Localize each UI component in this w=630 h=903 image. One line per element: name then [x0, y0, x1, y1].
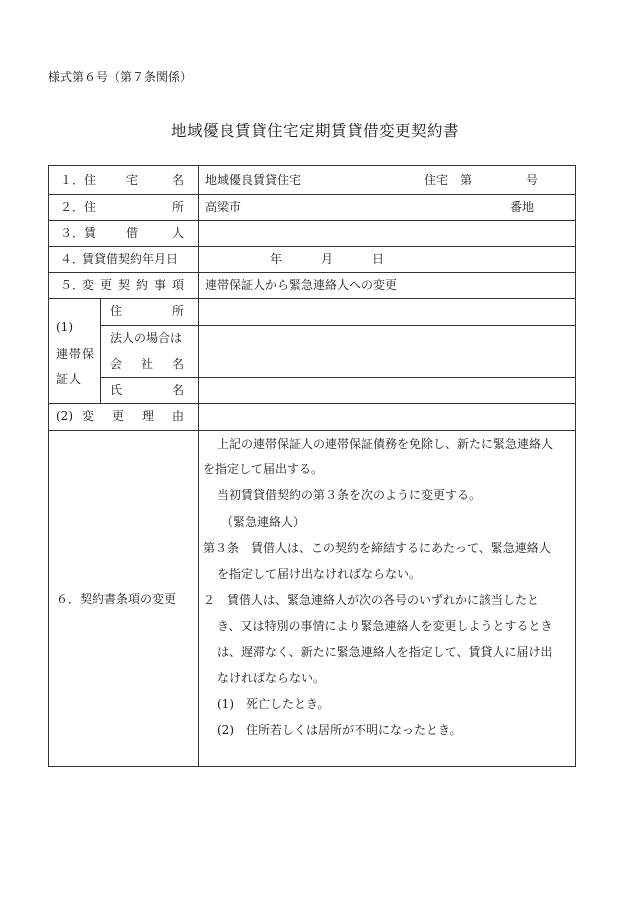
column-divider: [100, 298, 101, 403]
row1-extra: 号: [526, 173, 539, 187]
row2-value: 高梁市: [205, 200, 242, 214]
row-divider: [48, 220, 576, 221]
guarantor-address-char: 住: [110, 304, 123, 318]
row-divider: [48, 246, 576, 247]
row2-label-char: 住: [84, 200, 97, 214]
row1-value: 地域優良賃貸住宅: [205, 173, 302, 187]
reason-number: (2): [56, 409, 73, 423]
row2-extra: 番地: [510, 200, 535, 214]
amendment-text: 当初賃貸借契約の第３条を次のように変更する。: [217, 488, 482, 502]
row4-month: 月: [321, 252, 334, 266]
reason-label-char: 更: [112, 409, 125, 423]
reason-label-char: 由: [172, 409, 185, 423]
row3-label-char: 借: [126, 226, 139, 240]
row2-number: ２．: [60, 200, 85, 214]
guarantor-heading: 証人: [56, 372, 83, 386]
row5-label-char: 事: [154, 278, 167, 292]
row6-label: ６．契約書条項の変更: [56, 592, 177, 606]
row1-label-char: 住: [84, 173, 97, 187]
row4-number: ４．: [60, 252, 85, 266]
guarantor-corp-char: 名: [172, 357, 185, 371]
guarantor-name-char: 氏: [110, 383, 123, 397]
guarantor-name-char: 名: [172, 383, 185, 397]
row-divider: [100, 325, 576, 326]
amendment-text: を指定して届出する。: [203, 462, 324, 476]
row-divider: [48, 403, 576, 404]
amendment-text: は、遅滞なく、新たに緊急連絡人を指定して、賃貸人に届け出: [217, 645, 553, 659]
guarantor-corp-line: 法人の場合は: [110, 331, 183, 345]
guarantor-number: (1): [56, 320, 73, 334]
amendment-text: 上記の連帯保証人の連帯保証債務を免除し、新たに緊急連絡人: [217, 437, 554, 451]
row-divider: [48, 272, 576, 273]
row3-label-char: 人: [172, 226, 185, 240]
row4-year: 年: [270, 252, 283, 266]
form-number: 様式第６号（第７条関係）: [48, 70, 193, 84]
reason-label-char: 理: [142, 409, 155, 423]
row3-label-char: 賃: [84, 226, 97, 240]
row5-value: 連帯保証人から緊急連絡人への変更: [205, 278, 398, 292]
row1-label-char: 名: [172, 173, 185, 187]
row2-label-char: 所: [172, 200, 185, 214]
row1-extra: 住宅 第: [424, 173, 473, 187]
row1-number: １．: [60, 173, 85, 187]
row-divider: [48, 194, 576, 195]
amendment-text: （緊急連絡人）: [221, 515, 306, 529]
row-divider: [100, 377, 576, 378]
row4-day: 日: [372, 252, 385, 266]
row-divider: [48, 430, 576, 431]
reason-label-char: 変: [82, 409, 95, 423]
row5-label-char: 契: [118, 278, 131, 292]
column-divider: [198, 165, 199, 767]
row5-label-char: 約: [136, 278, 149, 292]
document-title: 地域優良賃貸住宅定期賃貸借変更契約書: [170, 122, 459, 140]
amendment-text: (2) 住所若しくは居所が不明になったとき。: [217, 723, 462, 737]
amendment-text: (1) 死亡したとき。: [217, 697, 330, 711]
amendment-text: を指定して届け出なければならない。: [217, 567, 422, 581]
row5-number: ５．: [60, 278, 85, 292]
guarantor-corp-char: 社: [141, 357, 154, 371]
guarantor-address-char: 所: [172, 304, 185, 318]
guarantor-heading: 連帯保: [56, 347, 96, 361]
row5-label-char: 変: [82, 278, 95, 292]
amendment-text: き、又は特別の事情により緊急連絡人を変更しようとするとき: [217, 619, 553, 633]
amendment-text: 第３条 賃借人は、この契約を締結するにあたって、緊急連絡人: [203, 541, 551, 555]
guarantor-corp-char: 会: [110, 357, 123, 371]
row4-label: 賃貸借契約年月日: [82, 252, 179, 266]
amendment-text: ２ 賃借人は、緊急連絡人が次の各号のいずれかに該当したと: [203, 593, 540, 607]
row-divider: [48, 298, 576, 299]
amendment-text: なければならない。: [217, 671, 326, 685]
row5-label-char: 項: [172, 278, 185, 292]
row3-number: ３．: [60, 226, 85, 240]
row1-label-char: 宅: [126, 173, 139, 187]
row5-label-char: 更: [100, 278, 113, 292]
